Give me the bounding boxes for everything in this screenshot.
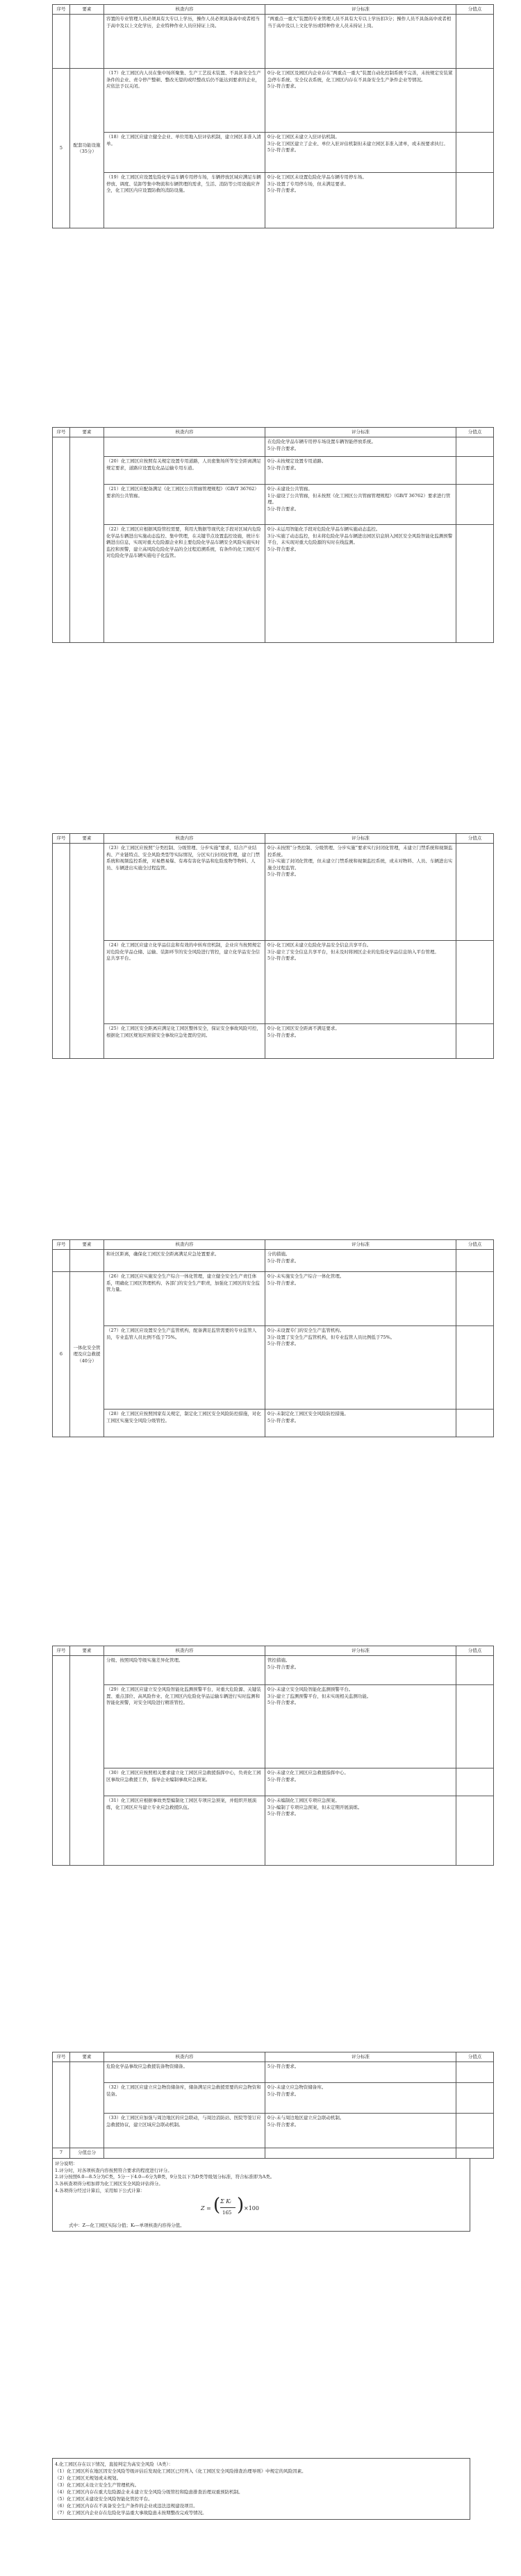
criteria-table-4 <box>52 1239 494 1437</box>
page-3 <box>0 833 521 1059</box>
criteria-cell: 0分-未建立安全风险智能化监测预警平台。 3分-建立了监测预警平台，但未实现相关监测功能。 5分-符合要求。 <box>265 1685 456 1768</box>
page-1 <box>0 4 521 228</box>
content-cell: 和社区距离，确保化工园区安全距离满足应急处置要求。 <box>104 1250 265 1272</box>
risk-item: （6）化工园区内存在不具备安全生产条件的企业或违法违规建设项目。 <box>55 2503 198 2509</box>
criteria-cell: 0分-未制定化工园区安全风险防控措施。 5分-符合要求。 <box>265 1410 456 1437</box>
content-cell: （24）化工园区应建立化学品信息和有效的中转库房机制，企业应当按照规定对危险化学品仓储、运输、装卸环节的安全风险进行管控，建立化学品安全信息共享平台。 <box>104 941 265 1024</box>
risk-title: 4.化工园区存在以下情况，直接判定为高安全风险（A类）： <box>55 2461 174 2467</box>
score-cell <box>456 69 494 133</box>
score-cell <box>456 1656 494 1685</box>
score-cell <box>456 457 494 485</box>
criteria-cell: 分的措施。 5分-符合要求。 <box>265 1250 456 1272</box>
score-cell <box>456 1272 494 1326</box>
scoring-line: 1.评分时，对各项核查内容按照符合要求的程度进行评分。 <box>55 2167 172 2173</box>
scoring-notes <box>52 2159 470 2232</box>
table-row <box>53 1656 494 1685</box>
content-cell: 容置的专业管理人员必须具有大专以上学历，操作人员必须具备高中或者相当于高中及以上文化学历，企业特种作业人员应持证上岗。 <box>104 15 265 69</box>
content-cell: （23）化工园区应按照“分类控制、分级管理、分步实施”要求，结合产业结构、产业链特点、安全风险类型等实际情况，分区实行封闭化管理，建立门禁系统和视频监控系统，对易燃易爆、有毒有害化学品和危险废物等物料、人员、车辆进出实施全过程监管。 <box>104 844 265 941</box>
content-cell: （19）化工园区应设置危险化学品车辆专用停车场，车辆停放区域应满足车辆停放、调度、装卸等集中物流和车辆管理的需求，生活、消防等公用设施应齐全，化工园区内应设置防救的消防设施。 <box>104 173 265 228</box>
criteria-cell: 0分-未运用智能化手段对危险化学品车辆实施动态监控。 3分-实施了动态监控，但未将危险化学品车辆进出园区信息纳入园区安全风险智能化监测预警平台，未实现对重大危险源的实时在线监测。 5分-符合要求。 <box>265 525 456 643</box>
table-row <box>53 485 494 525</box>
score-cell <box>456 437 494 457</box>
content-cell: （26）化工园区应实施安全生产综合一体化管理，建立健全安全生产责任体系，明确化工园区管理机构、各部门的安全生产职责，加强化工园区的安全监管力量。 <box>104 1272 265 1326</box>
criteria-cell: 0分-未按规定设置专用道路。 5分-符合要求。 <box>265 457 456 485</box>
criteria-header: 评分标准 <box>265 428 456 437</box>
page-6 <box>0 2052 521 2232</box>
content-cell: （32）化工园区应建立应急物资储备库，储备满足应急救援需要的应急物资和装备。 <box>104 2083 265 2114</box>
page-4 <box>0 1239 521 1437</box>
score-cell <box>456 1326 494 1410</box>
total-label: 分值总分 <box>70 2148 104 2158</box>
seq-header: 序号 <box>53 5 70 15</box>
criteria-cell: “两重点一重大”装置的专业管理人员不具有大专以上学历扣3分；操作人员不具备高中或者相当于高中及以上文化学历或特种作业人员未持证上岗。 <box>265 15 456 69</box>
criteria-table-6 <box>52 2052 494 2159</box>
content-header: 核查内容 <box>104 834 265 844</box>
score-cell <box>456 1768 494 1796</box>
table-row <box>53 1685 494 1768</box>
content-cell: （18）化工园区应建立健全企业、单位用地入驻评估机制，建立园区非准入清单。 <box>104 133 265 173</box>
criteria-table-5 <box>52 1646 494 1866</box>
content-cell: （31）化工园区应根据事故类型编制化工园区专项应急预案，并组织开展演练，化工园区应当建立专业应急救援队伍。 <box>104 1796 265 1866</box>
criteria-header: 评分标准 <box>265 834 456 844</box>
score-cell <box>456 15 494 69</box>
criteria-cell: 0分-未实施安全生产综合一体化管理。 5分-符合要求。 <box>265 1272 456 1326</box>
table-row <box>53 15 494 69</box>
criteria-cell: 0分-未建立化工园区应急救援指挥中心。 5分-符合要求。 <box>265 1768 456 1796</box>
table-row <box>53 173 494 228</box>
criteria-cell: 0分-未建设公共管廊。 1分-建设了公共管廊，但未按照《化工园区公共管廊管理规程》（GB/T 36762）要求进行管理。 5分-符合要求。 <box>265 485 456 525</box>
seq-header: 序号 <box>53 428 70 437</box>
table-row <box>53 1410 494 1437</box>
score-header: 分值点 <box>456 2052 494 2062</box>
formula-note: 式中：Z—化工园区实际分值；Kᵢ—单项核查内容得分值。 <box>69 2222 185 2228</box>
table-row <box>53 1326 494 1410</box>
criteria-cell: 5分-符合要求。 <box>265 2062 456 2083</box>
content-cell: （33）化工园区应加强与周边地区的应急联动，与周边消防站、医院等签订应急救援协议，建立区域应急联动机制。 <box>104 2114 265 2148</box>
score-cell <box>456 1796 494 1866</box>
risk-item: （4）化工园区内存在重大危险源企业未建立安全风险分级管控和隐患排查治理双重预防机制。 <box>55 2489 243 2495</box>
page-5 <box>0 1646 521 1866</box>
scoring-title: 评分说明： <box>55 2160 78 2166</box>
criteria-header: 评分标准 <box>265 1240 456 1250</box>
content-header: 核查内容 <box>104 5 265 15</box>
content-cell: （25）化工园区安全距离应满足化工园区整体安全，保证安全事故风险可控，根据化工园区规划应预留安全事故应急处置的空间。 <box>104 1024 265 1059</box>
element-header: 要素 <box>70 1240 104 1250</box>
element-name: 配套功能设施（35分） <box>70 69 104 228</box>
scoring-line: 3.各核查项得分相加即为化工园区安全风险评估得分。 <box>55 2181 163 2187</box>
table-row <box>53 437 494 457</box>
risk-item: （3）化工园区未设立安全生产管理机构。 <box>55 2482 140 2489</box>
seq-header: 序号 <box>53 2052 70 2062</box>
criteria-cell: 管控措施。 5分-符合要求。 <box>265 1656 456 1685</box>
score-header: 分值点 <box>456 5 494 15</box>
content-cell: （29）化工园区应建立安全风险智能化监测预警平台，对重大危险源、关键装置、重点部位、高风险作业、化工园区内危险化学品运输车辆进行实时监测和智能化预警，对安全风险进行精准管控。 <box>104 1685 265 1768</box>
score-cell <box>456 1024 494 1059</box>
criteria-table-2 <box>52 427 494 643</box>
content-cell <box>104 437 265 457</box>
content-cell: （17）化工园区内人员在集中场所聚集、生产工艺技术装置、不具备安全生产条件的企业、责令停产整顿、整改无望的或经整改后仍不能达到要求的企业，应依法予以关闭。 <box>104 69 265 133</box>
content-cell: （30）化工园区应按照相关要求建立化工园区应急救援指挥中心，负责化工园区事故应急救援工作，指导企业编制事故应急预案。 <box>104 1768 265 1796</box>
criteria-cell: 0分-未与周边地区建立应急联动机制。 5分-符合要求。 <box>265 2114 456 2148</box>
table-row <box>53 2114 494 2148</box>
table-row <box>53 1272 494 1326</box>
table-row <box>53 1796 494 1866</box>
content-cell: （28）化工园区应按照国家有关规定，制定化工园区安全风险防控措施，对化工园区实施安全风险分级管控。 <box>104 1410 265 1437</box>
content-cell: （21）化工园区应配备满足《化工园区公共管廊管理规程》（GB/T 36762）要求的公共管廊。 <box>104 485 265 525</box>
risk-item: （7）化工园区内企业存在危险化学品重大事故隐患未按期整改完成等情况。 <box>55 2510 207 2516</box>
score-formula <box>201 2195 284 2223</box>
risk-item: （2）化工园区无规划或未规划。 <box>55 2475 122 2482</box>
high-risk-criteria <box>52 2458 470 2520</box>
formula-bracket-right: ) <box>237 2194 245 2216</box>
element-header: 要素 <box>70 834 104 844</box>
criteria-cell: 0分-化工园区安全距离不满足要求。 5分-符合要求。 <box>265 1024 456 1059</box>
scoring-line: 2.评分按照6.0—8.5分为C类，5分一下4.0—6分为B类，9分及以下为D类等级划分标准，符合标准即为A类。 <box>55 2174 275 2180</box>
risk-item: （1）化工园区所在地区因安全风险等级评估后发现化工园区已经列入《化工园区安全风险排查治理导则》中规定的风险因素。 <box>55 2468 306 2475</box>
table-row <box>53 69 494 133</box>
seq-header: 序号 <box>53 834 70 844</box>
total-row <box>53 2148 494 2158</box>
score-cell <box>456 133 494 173</box>
score-cell <box>456 485 494 525</box>
content-cell: （27）化工园区应设置安全生产监管机构，配备满足监管需要的专业监管人员，专业监管人员比例不低于75%。 <box>104 1326 265 1410</box>
table-row <box>53 133 494 173</box>
formula-fraction-line <box>220 2207 235 2208</box>
table-row <box>53 1024 494 1059</box>
criteria-table-1 <box>52 4 494 228</box>
table-row <box>53 2062 494 2083</box>
score-cell <box>456 525 494 643</box>
table-row <box>53 1768 494 1796</box>
score-cell <box>456 844 494 941</box>
score-cell <box>456 2083 494 2114</box>
criteria-header: 评分标准 <box>265 1646 456 1656</box>
formula-numerator: Σ Kᵢ <box>220 2198 231 2205</box>
score-cell <box>456 2062 494 2083</box>
content-header: 核查内容 <box>104 1646 265 1656</box>
score-cell <box>456 941 494 1024</box>
criteria-cell: 0分-未建立应急物资储备库。 5分-符合要求。 <box>265 2083 456 2114</box>
risk-item: （5）化工园区未建设安全风险智能化管控平台。 <box>55 2496 153 2502</box>
formula-denominator: 165 <box>222 2209 232 2216</box>
seq-header: 序号 <box>53 1646 70 1656</box>
table-row <box>53 525 494 643</box>
score-cell <box>456 1410 494 1437</box>
criteria-header: 评分标准 <box>265 5 456 15</box>
content-header: 核查内容 <box>104 1240 265 1250</box>
formula-right: ×100 <box>244 2205 259 2211</box>
criteria-cell: 0分-化工园区未建立入驻评估机制。 3分-化工园区建立了企业、单位入驻评估机制但未建立园区非准入清单，或未按要求执行。 5分-符合要求。 <box>265 133 456 173</box>
formula-left: Z = <box>201 2205 211 2211</box>
content-cell: （22）化工园区应根据风险管控需要，利用大数据等现代化手段对区域内危险化学品车辆进出实施动态监控、集中管理，在关键节点设置监控设施，统计车辆进出信息，实现对重大危险源企业和主要危险化学品车辆安全风险实施实时监控和预警，建立高风险危险化学品的全过程追溯系统，有条件的化工园区可对危险化学品车辆实施电子化监管。 <box>104 525 265 643</box>
criteria-cell: 0分-未设置专门的安全生产监管机构。 3分-设置了安全生产监管机构，但专业监管人员比例低于75%。 5分-符合要求。 <box>265 1326 456 1410</box>
score-header: 分值点 <box>456 834 494 844</box>
score-cell <box>456 2114 494 2148</box>
seq-number: 5 <box>53 69 70 228</box>
seq-header: 序号 <box>53 1240 70 1250</box>
seq-number: 6 <box>53 1272 70 1437</box>
criteria-cell: 0分-化工园区及园区内企业存在“两重点一重大”装置自动化控制系统不完善，未按规定安装紧急停车系统、安全仪表系统，化工园区内存在不具备安全生产条件企业等情况。 5分-符合要求。 <box>265 69 456 133</box>
criteria-cell: 0分-未按照“分类控制、分级管理、分步实施”要求实行封闭化管理，未建立门禁系统和视频监控系统。 3分-实施了封闭化管理，但未建立门禁系统和视频监控系统，或未对物料、人员、车辆进出实施全过程监管。 5分-符合要求。 <box>265 844 456 941</box>
table-row <box>53 2083 494 2114</box>
score-cell <box>456 1685 494 1768</box>
score-header: 分值点 <box>456 428 494 437</box>
criteria-cell: 0分-未编制化工园区专项应急预案。 3分-编制了专项应急预案，但未定期开展演练。 5分-符合要求。 <box>265 1796 456 1866</box>
score-cell <box>456 173 494 228</box>
header-row <box>53 428 494 437</box>
content-cell: 分级、按照风险等级实施差异化管理。 <box>104 1656 265 1685</box>
criteria-cell: 0分-化工园区未建立危险化学品安全信息共享平台。 3分-建立了安全信息共享平台，但未及时将园区企业的危险化学品信息纳入平台管理。 5分-符合要求。 <box>265 941 456 1024</box>
page-7 <box>0 2458 521 2520</box>
header-row <box>53 1646 494 1656</box>
scoring-line: 4.各项得分经过计算后，采用如下公式计算： <box>55 2187 145 2193</box>
table-row <box>53 844 494 941</box>
table-row <box>53 457 494 485</box>
page-2 <box>0 427 521 643</box>
criteria-cell: 在危险化学品车辆专用停车场设置车辆智能停放系统。 5分-符合要求。 <box>265 437 456 457</box>
element-header: 要素 <box>70 428 104 437</box>
content-cell: （20）化工园区应按照有关规定设置专用道路，人员密集场所等安全距离满足规定要求，道路应设置危化品运输专用车道。 <box>104 457 265 485</box>
element-name: 一体化安全管理及应急救援（40分） <box>70 1272 104 1437</box>
total-seq: 7 <box>53 2148 70 2158</box>
table-row <box>53 941 494 1024</box>
header-row <box>53 1240 494 1250</box>
criteria-cell: 0分-化工园区未设置危险化学品车辆专用停车场。 3分-设置了专用停车场，但未满足要求。 5分-符合要求。 <box>265 173 456 228</box>
criteria-table-3 <box>52 833 494 1059</box>
table-row <box>53 1250 494 1272</box>
score-header: 分值点 <box>456 1646 494 1656</box>
formula-bracket-left: ( <box>213 2194 221 2216</box>
element-header: 要素 <box>70 1646 104 1656</box>
header-row <box>53 2052 494 2062</box>
content-header: 核查内容 <box>104 2052 265 2062</box>
content-cell: 危险化学品事故应急救援装备物资储备。 <box>104 2062 265 2083</box>
score-cell <box>456 1250 494 1272</box>
element-header: 要素 <box>70 5 104 15</box>
score-header: 分值点 <box>456 1240 494 1250</box>
element-header: 要素 <box>70 2052 104 2062</box>
header-row <box>53 5 494 15</box>
criteria-header: 评分标准 <box>265 2052 456 2062</box>
content-header: 核查内容 <box>104 428 265 437</box>
header-row <box>53 834 494 844</box>
